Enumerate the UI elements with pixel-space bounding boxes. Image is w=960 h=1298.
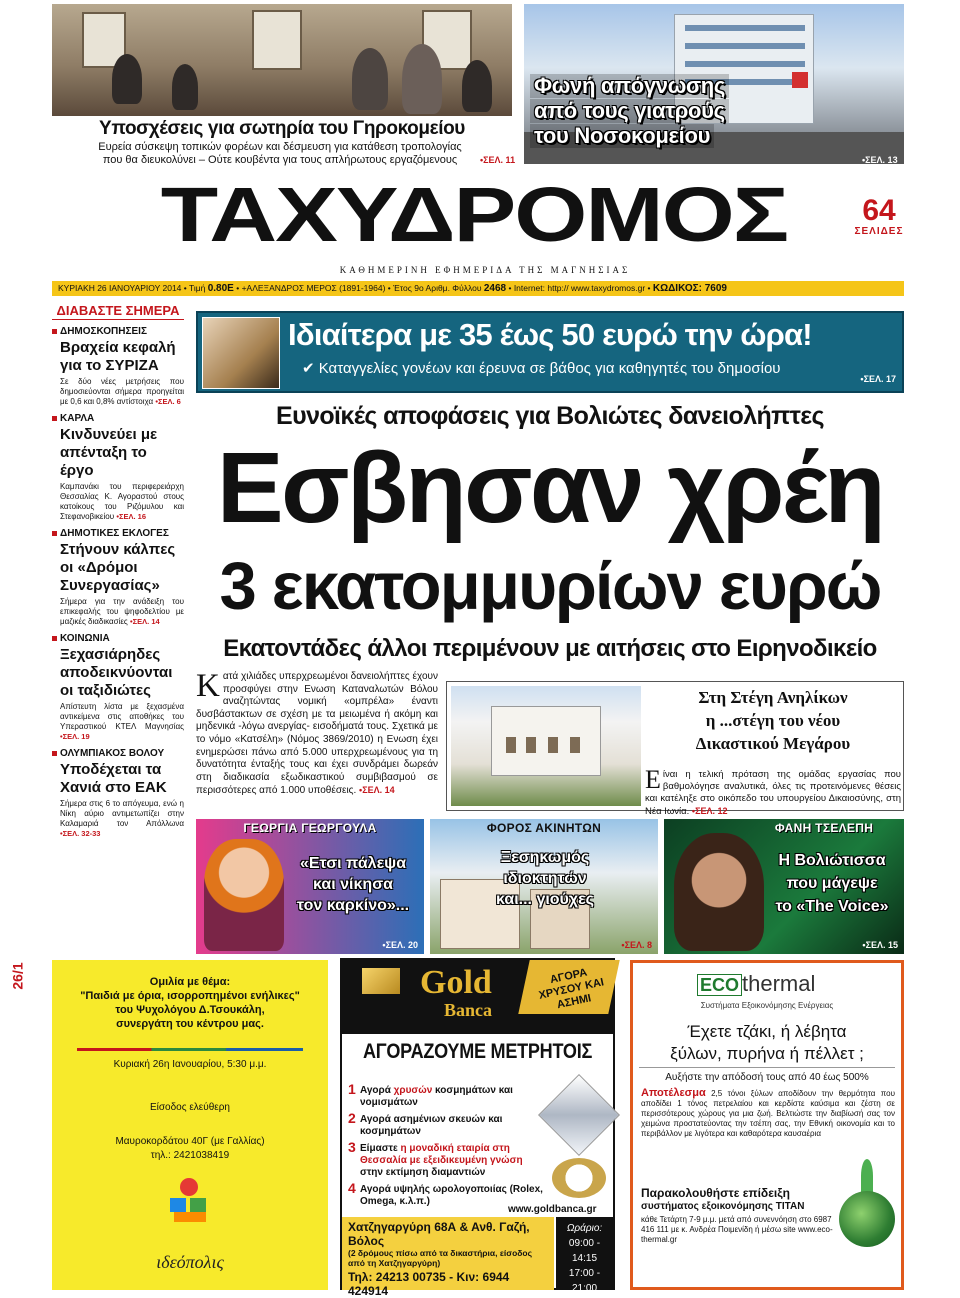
ideopolis-logo-text: ιδεόπολις <box>156 1252 224 1272</box>
goldbanca-list <box>348 1081 548 1213</box>
nursing-home-headline: Υποσχέσεις για σωτηρία του Γηροκομείου <box>99 118 465 139</box>
court-text: Είναι η τελική πρόταση της ομάδας εργασίας που βαθμολόγησε αναλυτικά, όλες τις προτεινόμενες θέσεις και κατέληξε στο οικόπεδο του υπουργείου Δικαιοσύνης, στη Νέα Ιωνία. •ΣΕΛ. 12 <box>645 765 901 817</box>
list-item: 1 Αγορά χρυσών κοσμημάτων και νομισμάτων <box>348 1081 513 1108</box>
gold-bar-icon <box>362 968 400 994</box>
watch-icon <box>552 1158 606 1198</box>
feature-box-tselepi[interactable]: ΦΑΝΗ ΤΣΕΛΕΠΗ Η Βολιώτισσα που μάγεψε το «The Voice» •ΣΕΛ. 15 <box>664 819 904 954</box>
globe-icon <box>839 1191 895 1247</box>
page-count: 64 ΣΕΛΙΔΕΣ <box>854 194 904 237</box>
hospital-page-ref: •ΣΕΛ. 13 <box>862 155 898 165</box>
hospital-caption: Φωνή απόγνωσης από τους γιατρούς του Νοσοκομείου <box>530 74 729 149</box>
main-kicker: Ευνοϊκές αποφάσεις για Βολιώτες δανειολήπτες <box>276 402 824 430</box>
ideopolis-logo-icon <box>170 1178 210 1224</box>
court-story[interactable] <box>446 681 904 817</box>
court-headline: Στη Στέγη Ανηλίκων η ...στέγη του νέου Δικαστικού Μεγάρου <box>695 688 851 753</box>
ecothermal-ad[interactable]: ECO thermal Συστήματα Εξοικονόμησης Ενέργειας Έχετε τζάκι, ή λέβητα ξύλων, πυρήνα ή πέλλετ ; Αυξήστε την απόδοσή τους από 40 έως 500% Αποτέλεσμα 2,5 τόνοι ξύλων αποδίδουν την θερμότητα που αποδίδει 1 τόνος πετρελαίου και κερδίστε καύσιμα και ζέστη σε περισσότερους χώρους για μια ζωή. Βελτιώστε την διαβίωσή σας τον χειμώνα προστατεύοντας την τσέπη σας, την Εθνική οικονομία και το περιβάλλον με λιγότερα και καθαρότερα καυσαέρια Παρακολουθήστε επίδειξη συστήματος εξοικονόμησης TITAN κάθε Τετάρτη 7-9 μ.μ. μετά από συνεννόηση στο 6987 416 111 με κ. Ανδρέα Ποιμενίδη ή μέσω site www.eco-thermal.gr <box>630 960 904 1290</box>
banner-photo <box>202 317 280 389</box>
main-lead-text: Κατά χιλιάδες υπερχρεωμένοι δανειολήπτες έχουν προσφύγει στην Ενωση Καταναλωτών Βόλου αναζητώντας νομική «ομπρέλα» έναντι δυσβάστακτων σε σχέση με τα μειωμένα ή ακόμη και μηδενικά -λόγω ανεργίας- εισοδήματά τους. Σχετικά με το νόμο «Κατσέλη» (Νόμος 3869/2010) η Ενωση έχει ενημερώσει πάνω από 5.000 υπερχρεωμένους για τη δυνατότητα ένταξής τους και έχει συνδράμει δωρεάν στη διαδικασία εξωδικαστικού συμβιβασμού σε περισσότερες από 1.000 υποθέσεις. •ΣΕΛ. 14 <box>196 668 438 797</box>
list-item: 4 Αγορά υψηλής ωρολογοποιίας (Rolex, Omega, κ.λ.π.) <box>348 1180 543 1207</box>
divider <box>77 1048 303 1051</box>
nursing-home-photo <box>52 4 512 116</box>
diamond-icon <box>538 1074 620 1156</box>
main-subheadline: Εκατοντάδες άλλοι περιμένουν με αιτήσεις στο Ειρηνοδικείο <box>223 635 877 662</box>
court-photo <box>451 686 641 806</box>
main-headline-1: Εσβησαν χρέη <box>216 432 884 544</box>
sidebar-item[interactable]: ΟΛΥΜΠΙΑΚΟΣ ΒΟΛΟΥ Υποδέχεται τα Χανιά στο ΕΑΚ Σήμερα στις 6 το απόγευμα, ενώ η Νίκη αύριο αντιμετωπίζει στην Καλαμαριά τον Απόλλωνα •ΣΕΛ. 32-33 <box>52 748 184 839</box>
sidebar-item[interactable]: ΔΗΜΟΤΙΚΕΣ ΕΚΛΟΓΕΣ Στήνουν κάλπες οι «Δρόμοι Συνεργασίας» Σήμερα για την ανάδειξη του επικεφαλής του ψηφοδελτίου με μαζικές διαδικασίες •ΣΕΛ. 14 <box>52 528 184 627</box>
masthead-title: ΤΑΧΥΔΡΟΜΟΣ <box>160 171 788 258</box>
feature-box-property-tax[interactable]: ΦΟΡΟΣ ΑΚΙΝΗΤΩΝ Ξεσηκωμός ιδιοκτητών και... γιούχες •ΣΕΛ. 8 <box>430 819 658 954</box>
main-headline-2: 3 εκατομμυρίων ευρώ <box>219 549 881 624</box>
ecothermal-logo: ECO thermal <box>697 971 815 997</box>
sidebar-item[interactable]: ΔΗΜΟΣΚΟΠΗΣΕΙΣ Βραχεία κεφαλή για το ΣΥΡΙΖΑ Σε δύο νέες μετρήσεις που δημοσιεύονται σήμερα προηγείται με 0,6 και 0,8% αντίστοιχα •ΣΕΛ. 6 <box>52 326 184 407</box>
sidebar-heading: ΔΙΑΒΑΣΤΕ ΣΗΜΕΡΑ <box>52 303 184 320</box>
nursing-home-page-ref: •ΣΕΛ. 11 <box>480 155 516 165</box>
sidebar <box>52 303 184 839</box>
list-item: 3 Είμαστε η μοναδική εταιρία στη Θεσσαλία με εξειδικευμένη γνώση στην εκτίμηση διαμαντιών <box>348 1139 523 1178</box>
edge-date: 26/1 <box>9 962 26 990</box>
masthead-tagline: ΚΑΘΗΜΕΡΙΝΗ ΕΦΗΜΕΡΙΔΑ ΤΗΣ ΜΑΓΝΗΣΙΑΣ <box>339 265 631 275</box>
nursing-home-subline: Ευρεία σύσκεψη τοπικών φορέων και δέσμευση για κατάθεση τροπολογίας που θα διευκολύνει – Ούτε κουβέντα για τους απλήρωτους εργαζόμενους <box>98 141 462 166</box>
sidebar-item[interactable]: ΚΑΡΛΑ Κινδυνεύει με απένταξη το έργο Καμπανάκι του περιφερειάρχη Θεσσαλίας Κ. Αγοραστού στους κατοίκους του Ριζόμυλου και Στεφανοβικείου •ΣΕΛ. 16 <box>52 413 184 522</box>
list-item: 2 Αγορά ασημένιων σκευών και κοσμημάτων <box>348 1110 503 1137</box>
ideopolis-ad[interactable]: Ομιλία με θέμα: "Παιδιά με όρια, ισορροπημένοι ενήλικες" του Ψυχολόγου Δ.Τσουκάλη, συνεργάτη του κέντρου μας. Κυριακή 26η Ιανουαρίου, 5:30 μ.μ. Είσοδος ελεύθερη Μαυροκορδάτου 40Γ (με Γαλλίας) τηλ.: 2421038419 ιδεόπολις <box>52 960 328 1290</box>
banner-subline: ✔ Καταγγελίες γονέων και έρευνα σε βάθος για καθηγητές του δημοσίου <box>302 360 781 377</box>
info-bar: ΚΥΡΙΑΚΗ 26 ΙΑΝΟΥΑΡΙΟΥ 2014 • Τιμή 0.80Ε • +ΑΛΕΞΑΝΔΡΟΣ ΜΕΡΟΣ (1891-1964) • Έτος 9ο Αριθμ. Φύλλου 2468 • Internet: http:// www.taxydromos.gr • ΚΩΔΙΚΟΣ: 7609 <box>52 281 904 296</box>
plant-icon <box>861 1159 873 1193</box>
sidebar-item[interactable]: ΚΟΙΝΩΝΙΑ Ξεχασιάρηδες αποδεικνύονται οι ταξιδιώτες Απίστευτη λίστα με ξεχασμένα αντικείμενα στις αποθήκες του Υπεραστικού ΚΤΕΛ Μαγνησίας •ΣΕΛ. 19 <box>52 633 184 742</box>
banner-page-ref: •ΣΕΛ. 17 <box>860 374 896 384</box>
goldbanca-ad[interactable]: Gold Banca ΑΓΟΡΑ ΧΡΥΣΟΥ ΚΑΙ ΑΣΗΜΙ ΑΓΟΡΑΖΟΥΜΕ ΜΕΤΡΗΤΟΙΣ 1 Αγορά χρυσών κοσμημάτων και νομισμάτων 2 Αγορά ασημένιων σκευών και κοσμημάτων 3 Είμαστε η μοναδική εταιρία στη Θεσσαλία με εξειδικευμένη γνώση στην εκτίμηση διαμαντιών 4 Αγορά υψηλής ωρολογοποιίας (Rolex, Omega, κ.λ.π.) www.goldbanca.gr Χατζηγαργύρη 68Α & Ανθ. Γαζή, Βόλος (2 δρόμους πίσω από τα δικαστήρια, είσοδος από τη Χατζηγαργύρη) Τηλ: 24213 00735 - Κιν: 6944 424914 Ωράριο: 09:00 - 14:15 17:00 - 21:00 <box>340 958 615 1290</box>
tutoring-banner[interactable] <box>196 311 904 393</box>
banner-headline: Ιδιαίτερα με 35 έως 50 ευρώ την ώρα! <box>288 317 812 352</box>
feature-box-georgoula[interactable]: ΓΕΩΡΓΙΑ ΓΕΩΡΓΟΥΛΑ «Ετσι πάλεψα και νίκησα τον καρκίνο»... •ΣΕΛ. 20 <box>196 819 424 954</box>
